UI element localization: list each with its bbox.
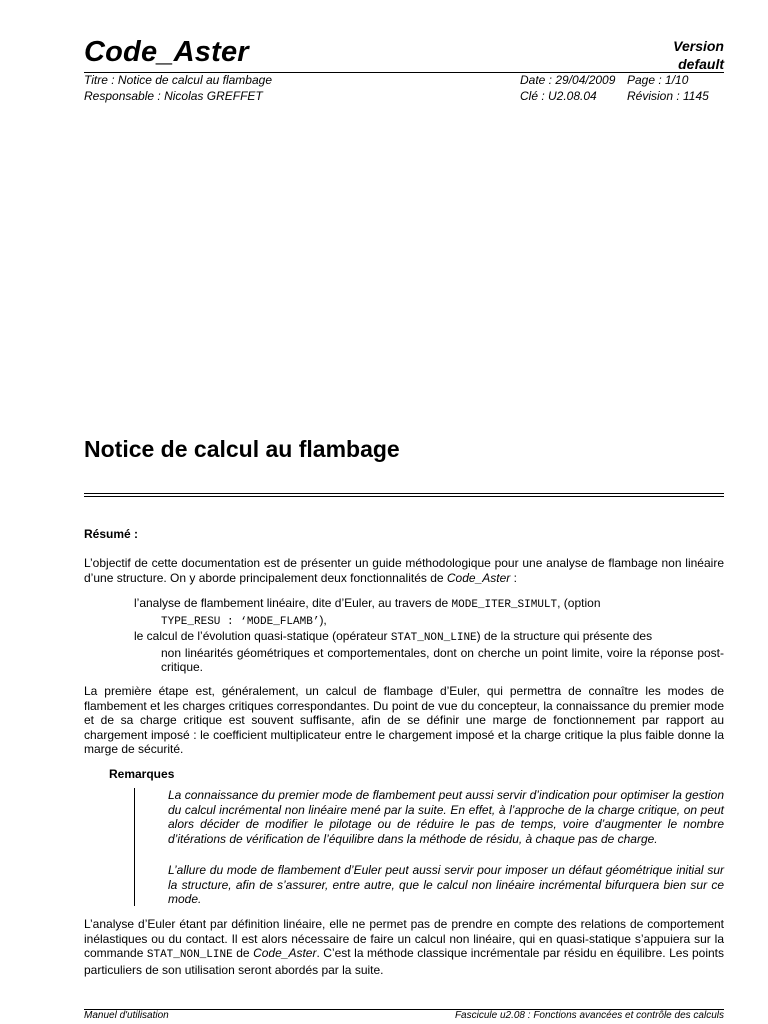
b2-text-b: ) de la structure qui présente des: [476, 629, 653, 643]
footer-left: Manuel d'utilisation: [84, 1010, 169, 1021]
p3-command: STAT_NON_LINE: [146, 949, 233, 962]
bullet-euler: [134, 596, 724, 629]
euler-paragraph: La première étape est, généralement, un calcul de flambage d’Euler, qui permettra de connaître les modes de flambement et les charges critiques correspondantes. Du point de vue du concepteur, la connaissance du premier mode et de sa charge critique est souvent suffisante, afin de se définir une marge de fonctionnement par rapport au chargement imposé : le coefficient multiplicateur entre le chargement imposé et la charge critique la plus faible donne la marge de sécurité.: [84, 684, 724, 757]
code-aster-logo: Code_Aster: [84, 36, 249, 68]
titre-value: Notice de calcul au flambage: [117, 73, 272, 87]
header-cle: Clé : U2.08.04: [520, 89, 597, 103]
intro-text-b: :: [510, 570, 517, 585]
header-title: [84, 73, 272, 88]
title-rule-1: [84, 493, 724, 494]
b1-option: TYPE_RESU : ‘MODE_FLAMB’: [161, 615, 320, 628]
remark-1: La connaissance du premier mode de flambement peut aussi servir d’indication pour optimiser la gestion du calcul incrémental non linéaire mené par la suite. En effet, à l’approche de la charge critique, on peut alors décider de modifier le pilotage ou de réduire le pas de temps, voire d’augmenter le nombre d’itérations de vérification de l’équilibre dans la méthode de résidu, à chaque pas de charge.: [168, 788, 724, 846]
responsable-value: Nicolas GREFFET: [164, 89, 263, 103]
p3-text-a: L’analyse d’Euler étant par définition linéaire, elle ne permet pas de prendre en compte des relations de comportement inélastiques ou du contact. Il est alors nécessaire de faire un calcul non linéaire, qui en quasi-statique s’appuiera sur la commande: [84, 917, 724, 961]
remarques-heading: Remarques: [109, 767, 175, 781]
header-responsable: [84, 89, 263, 104]
title-rule-2: [84, 496, 724, 497]
b1-text-b: , (option: [557, 596, 601, 610]
intro-code-aster: Code_Aster: [446, 570, 511, 585]
version-line-2: default: [678, 56, 724, 72]
header-revision: Révision : 1145: [627, 89, 709, 103]
header-page: Page : 1/10: [627, 73, 689, 87]
nonlinear-paragraph: [84, 917, 724, 977]
version-line-1: Version: [673, 38, 724, 54]
resume-heading: Résumé :: [84, 527, 139, 541]
b1-continuation: [134, 613, 724, 630]
titre-label: Titre :: [84, 73, 118, 87]
header-date: Date : 29/04/2009: [520, 73, 616, 87]
b1-command: MODE_ITER_SIMULT: [451, 599, 558, 611]
responsable-label: Responsable :: [84, 89, 165, 103]
version-label: [673, 37, 724, 73]
b2-command: STAT_NON_LINE: [390, 632, 477, 644]
b1-text-c: ),: [319, 612, 327, 627]
remark-2: L’allure du mode de flambement d’Euler peut aussi servir pour imposer un défaut géométrique initial sur la structure, afin de s’assurer, entre autre, que le calcul non linéaire incrémental bifurquera bien sur ce mode.: [168, 863, 724, 907]
b2-text-a: le calcul de l’évolution quasi-statique (opérateur: [134, 629, 391, 643]
bullet-stat-non-line: [134, 629, 724, 675]
intro-paragraph: [84, 556, 724, 585]
remarques-bar: [134, 788, 135, 906]
p3-text-b: de: [232, 946, 254, 961]
intro-text-a: L’objectif de cette documentation est de présenter un guide méthodologique pour une analyse de flambage non linéaire d’une structure. On y aborde principalement deux fonctionnalités de: [84, 556, 724, 585]
footer-right: Fascicule u2.08 : Fonctions avancées et contrôle des calculs: [454, 1010, 724, 1021]
b1-text-a: l’analyse de flambement linéaire, dite d’Euler, au travers de: [134, 596, 452, 610]
p3-text-c: . C’est la méthode classique incrémentale par résidu en équilibre. Les points particuliers de son utilisation seront abordés par la suite.: [84, 946, 724, 977]
p3-code-aster: Code_Aster: [253, 946, 317, 961]
document-title: Notice de calcul au flambage: [84, 436, 400, 462]
b2-continuation: non linéarités géométriques et comportementales, dont on cherche un point limite, voire la réponse post-critique.: [161, 645, 724, 675]
